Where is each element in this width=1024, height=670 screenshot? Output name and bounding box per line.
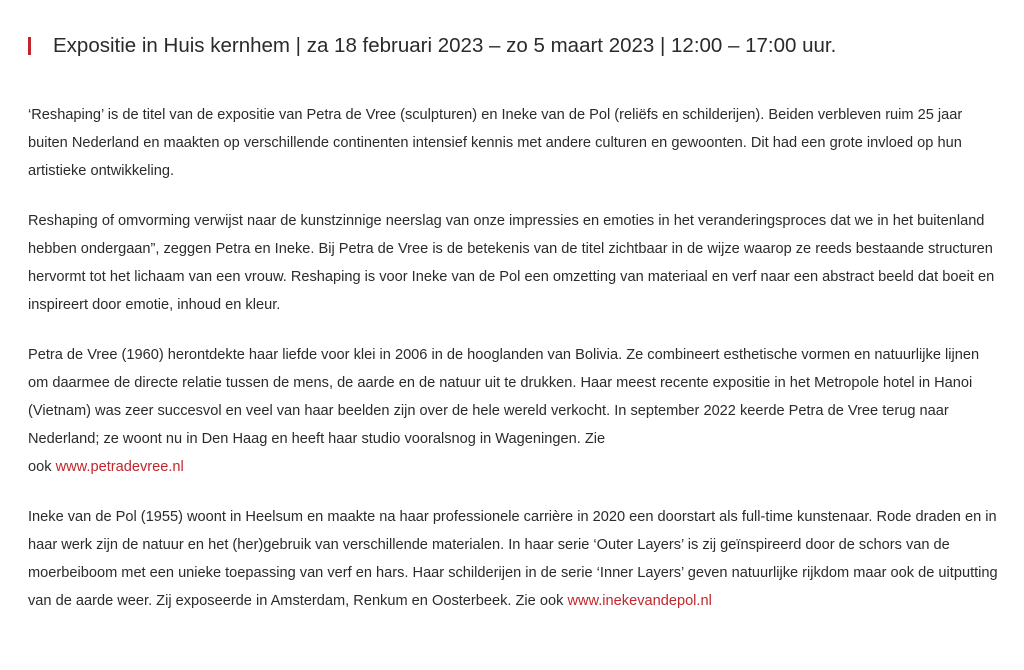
paragraph-intro: ‘Reshaping’ is de titel van de expositie van Petra de Vree (sculpturen) en Ineke van de Pol (reliëfs en schilderijen). Beiden verbleven ruim 25 jaar buiten Nederland en maakten op verschillende continenten intensief kennis met andere culturen en gewoonten. Dit had een grote invloed op hun artistieke ontwikkeling. [28, 107, 963, 179]
paragraph-petra-prefix: ook [28, 459, 56, 475]
paragraph-ineke [28, 503, 1003, 615]
heading-accent-bar [28, 37, 31, 55]
article-body [28, 101, 1003, 637]
paragraph-reshaping: Reshaping of omvorming verwijst naar de kunstzinnige neerslag van onze impressies en emoties in het veranderingsproces dat we in het buitenland hebben ondergaan”, zeggen Petra en Ineke. Bij Petra de Vree is de betekenis van de titel zichtbaar in de wijze waarop ze reeds bestaande structuren hervormt tot het lichaam van een vrouw. Reshaping is voor Ineke van de Pol een omzetting van materiaal en verf naar een abstract beeld dat boeit en inspireert door emotie, inhoud en kleur. [28, 213, 995, 313]
petradevree-link[interactable]: www.petradevree.nl [55, 459, 184, 475]
paragraph-petra-text: Petra de Vree (1960) herontdekte haar liefde voor klei in 2006 in de hooglanden van Bolivia. Ze combineert esthetische vormen en natuurlijke lijnen om daarmee de directe relatie tussen de mens, de aarde en de natuur uit te drukken. Haar meest recente expositie in het Metropole hotel in Hanoi (Vietnam) was zeer succesvol en veel van haar beelden zijn over de hele wereld verkocht. In september 2022 keerde Petra de Vree terug naar Nederland; ze woont nu in Den Haag en heeft haar studio vooralsnog in Wageningen. Zie [28, 347, 980, 447]
exhibition-title: Expositie in Huis kernhem | za 18 februari 2023 – zo 5 maart 2023 | 12:00 – 17:00 uur. [53, 34, 837, 57]
paragraph-ineke-text: Ineke van de Pol (1955) woont in Heelsum en maakte na haar professionele carrière in 2020 een doorstart als full-time kunstenaar. Rode draden en in haar werk zijn de natuur en het (her)gebruik van verschillende materialen. In haar serie ‘Outer Layers’ is zij geïnspireerd door de schors van de moerbeiboom met een unieke toepassing van verf en hars. Haar schilderijen in de serie ‘Inner Layers’ geven natuurlijke rijkdom maar ook de uitputting van de aarde weer. Zij exposeerde in Amsterdam, Renkum en Oosterbeek. Zie ook [28, 509, 998, 609]
exhibition-heading [28, 34, 836, 58]
inekevandepol-link[interactable]: www.inekevandepol.nl [567, 593, 712, 609]
paragraph-petra [28, 341, 1003, 481]
